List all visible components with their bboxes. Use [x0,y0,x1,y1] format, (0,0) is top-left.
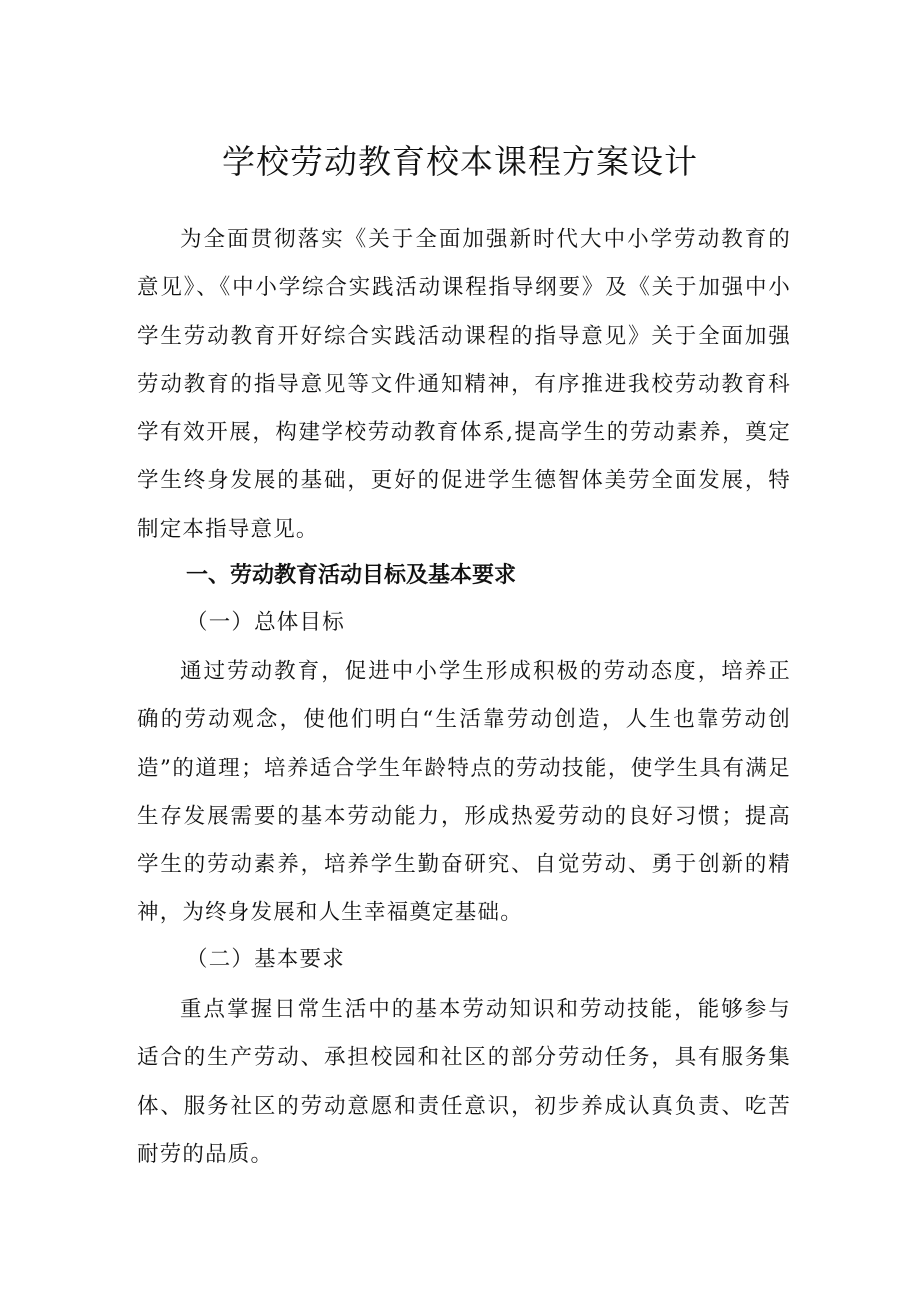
subheading-basic-requirements: （二）基本要求 [186,947,345,972]
basic-requirements-paragraph: 重点掌握日常生活中的基本劳动知识和劳动技能，能够参与适合的生产劳动、承担校园和社区的部分劳动任务，具有服务集体、服务社区的劳动意愿和责任意识，初步养成认真负责、吃苦耐劳的品质。 [137,997,791,1167]
subheading-overall-goal: （一）总体目标 [186,610,345,635]
document-title: 学校劳动教育校本课程方案设计 [222,142,698,181]
intro-paragraph: 为全面贯彻落实《关于全面加强新时代大中小学劳动教育的意见》、《中小学综合实践活动课程指导纲要》及《关于加强中小学生劳动教育开好综合实践活动课程的指导意见》关于全面加强劳动教育的指导意见等文件通知精神，有序推进我校劳动教育科学有效开展，构建学校劳动教育体系,提高学生的劳动素养，奠定学生终身发展的基础，更好的促进学生德智体美劳全面发展，特制定本指导意见。 [137,227,791,542]
section-heading-goals: 一、劳动教育活动目标及基本要求 [186,563,517,588]
overall-goal-paragraph: 通过劳动教育，促进中小学生形成积极的劳动态度，培养正确的劳动观念，使他们明白“生活靠劳动创造，人生也靠劳动创造”的道理；培养适合学生年龄特点的劳动技能，使学生具有满足生存发展需要的基本劳动能力，形成热爱劳动的良好习惯；提高学生的劳动素养，培养学生勤奋研究、自觉劳动、勇于创新的精神，为终身发展和人生幸福奠定基础。 [137,659,791,926]
